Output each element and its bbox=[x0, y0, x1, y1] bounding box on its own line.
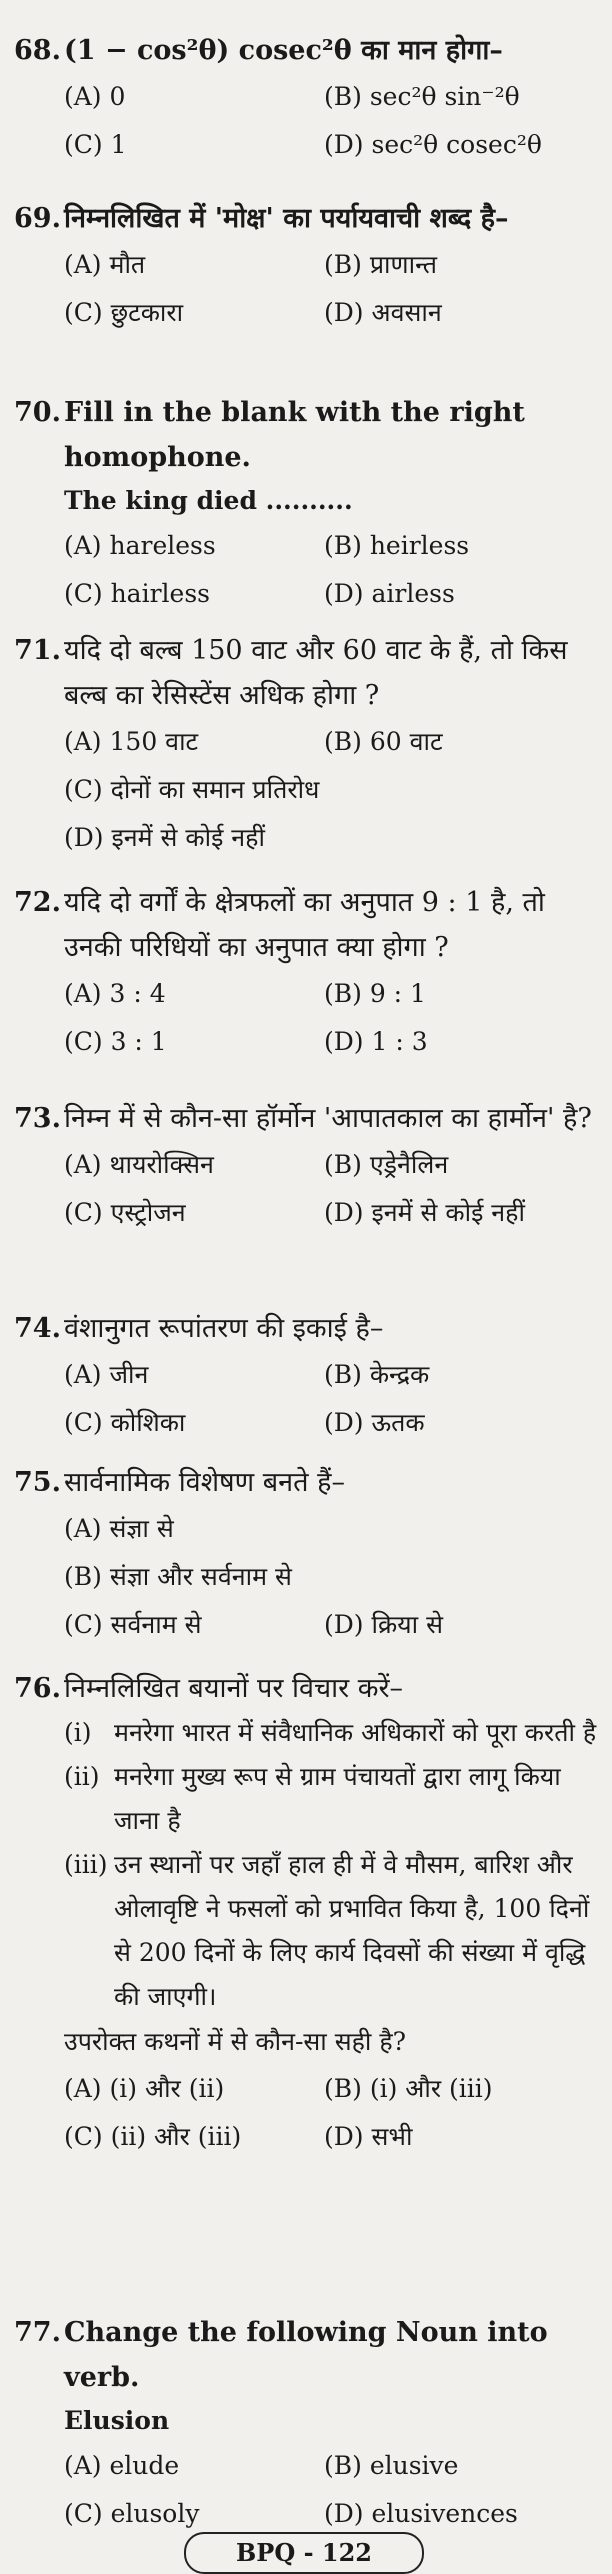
option-b: (B) केन्द्रक bbox=[324, 1360, 430, 1389]
option-d: (D) सभी bbox=[324, 2122, 413, 2151]
question-number: 75. bbox=[14, 1467, 61, 1498]
option-c: (C) elusoly bbox=[64, 2499, 200, 2528]
statement-text: मनरेगा भारत में संवैधानिक अधिकारों को पूरा करती है bbox=[114, 1718, 597, 1747]
page-footer-label: BPQ - 122 bbox=[184, 2532, 424, 2574]
option-b: (B) 9 : 1 bbox=[324, 979, 426, 1008]
statement-ii bbox=[14, 1755, 604, 1843]
question-number: 71. bbox=[14, 635, 61, 666]
option-c: (C) 1 bbox=[64, 130, 127, 159]
question-text: सार्वनामिक विशेषण बनते हैं– bbox=[64, 1467, 345, 1498]
option-b: (B) संज्ञा और सर्वनाम से bbox=[64, 1562, 292, 1591]
question-number: 77. bbox=[14, 2317, 61, 2348]
question-subtext: The king died .......... bbox=[64, 486, 353, 515]
question-text: निम्न में से कौन-सा हॉर्मोन 'आपातकाल का हार्मोन' है? bbox=[64, 1103, 592, 1134]
option-a: (A) संज्ञा से bbox=[64, 1514, 174, 1543]
question-70 bbox=[14, 390, 604, 618]
question-68 bbox=[14, 28, 604, 169]
option-b: (B) एड्रेनैलिन bbox=[324, 1150, 449, 1179]
question-text: वंशानुगत रूपांतरण की इकाई है– bbox=[64, 1313, 384, 1344]
question-subtext: Elusion bbox=[64, 2406, 170, 2435]
statement-number: (i) bbox=[64, 1718, 92, 1747]
question-number: 74. bbox=[14, 1313, 61, 1344]
question-77 bbox=[14, 2310, 604, 2538]
option-b: (B) (i) और (iii) bbox=[324, 2074, 493, 2103]
option-d: (D) elusivences bbox=[324, 2499, 518, 2528]
option-d: (D) airless bbox=[324, 579, 455, 608]
question-69 bbox=[14, 196, 604, 337]
option-b: (B) sec²θ sin⁻²θ bbox=[324, 82, 520, 111]
question-number: 72. bbox=[14, 887, 61, 918]
option-c: (C) छुटकारा bbox=[64, 298, 184, 327]
question-text: यदि दो बल्ब 150 वाट और 60 वाट के हैं, तो किस बल्ब का रेसिस्टेंस अधिक होगा ? bbox=[64, 635, 568, 711]
option-c: (C) 3 : 1 bbox=[64, 1027, 167, 1056]
question-text: निम्नलिखित बयानों पर विचार करें– bbox=[64, 1673, 404, 1704]
option-d: (D) sec²θ cosec²θ bbox=[324, 130, 542, 159]
option-d: (D) क्रिया से bbox=[324, 1610, 443, 1639]
option-a: (A) elude bbox=[64, 2451, 180, 2480]
option-d: (D) इनमें से कोई नहीं bbox=[64, 823, 265, 852]
option-b: (B) heirless bbox=[324, 531, 470, 560]
question-prompt: उपरोक्त कथनों में से कौन-सा सही है? bbox=[64, 2027, 407, 2056]
question-73 bbox=[14, 1096, 604, 1237]
question-72 bbox=[14, 880, 604, 1066]
question-number: 76. bbox=[14, 1673, 61, 1704]
question-text: Fill in the blank with the right homophone. bbox=[64, 397, 525, 473]
option-a: (A) (i) और (ii) bbox=[64, 2074, 225, 2103]
question-75 bbox=[14, 1460, 604, 1649]
option-b: (B) 60 वाट bbox=[324, 727, 443, 756]
statement-text: उन स्थानों पर जहाँ हाल ही में वे मौसम, बारिश और ओलावृष्टि ने फसलों को प्रभावित किया है, 100 दिनों से 200 दिनों के लिए कार्य दिवसों की संख्या में वृद्धि की जाएगी। bbox=[114, 1850, 590, 2011]
option-d: (D) इनमें से कोई नहीं bbox=[324, 1198, 525, 1227]
question-number: 69. bbox=[14, 203, 61, 234]
question-number: 68. bbox=[14, 35, 61, 66]
question-number: 73. bbox=[14, 1103, 61, 1134]
option-c: (C) (ii) और (iii) bbox=[64, 2122, 242, 2151]
option-a: (A) थायरोक्सिन bbox=[64, 1150, 214, 1179]
option-a: (A) जीन bbox=[64, 1360, 149, 1389]
option-a: (A) 0 bbox=[64, 82, 126, 111]
statement-iii bbox=[14, 1843, 604, 2019]
question-text: यदि दो वर्गों के क्षेत्रफलों का अनुपात 9 : 1 है, तो उनकी परिधियों का अनुपात क्या होगा ? bbox=[64, 887, 545, 963]
option-c: (C) कोशिका bbox=[64, 1408, 186, 1437]
option-b: (B) प्राणान्त bbox=[324, 250, 438, 279]
question-76 bbox=[14, 1666, 604, 2161]
statement-number: (iii) bbox=[64, 1850, 108, 1879]
statement-i bbox=[14, 1711, 604, 1755]
statement-number: (ii) bbox=[64, 1762, 100, 1791]
option-c: (C) एस्ट्रोजन bbox=[64, 1198, 186, 1227]
question-text: (1 − cos²θ) cosec²θ का मान होगा– bbox=[64, 35, 503, 66]
option-c: (C) hairless bbox=[64, 579, 210, 608]
option-a: (A) hareless bbox=[64, 531, 216, 560]
question-71 bbox=[14, 628, 604, 862]
option-a: (A) मौत bbox=[64, 250, 146, 279]
statement-text: मनरेगा मुख्य रूप से ग्राम पंचायतों द्वारा लागू किया जाना है bbox=[114, 1762, 561, 1835]
option-a: (A) 3 : 4 bbox=[64, 979, 166, 1008]
option-b: (B) elusive bbox=[324, 2451, 459, 2480]
question-number: 70. bbox=[14, 397, 61, 428]
option-d: (D) ऊतक bbox=[324, 1408, 425, 1437]
question-text: निम्नलिखित में 'मोक्ष' का पर्यायवाची शब्द है– bbox=[64, 203, 509, 234]
option-c: (C) दोनों का समान प्रतिरोध bbox=[64, 775, 320, 804]
option-c: (C) सर्वनाम से bbox=[64, 1610, 202, 1639]
option-d: (D) 1 : 3 bbox=[324, 1027, 428, 1056]
question-text: Change the following Noun into verb. bbox=[64, 2317, 548, 2393]
option-a: (A) 150 वाट bbox=[64, 727, 199, 756]
question-74 bbox=[14, 1306, 604, 1447]
option-d: (D) अवसान bbox=[324, 298, 442, 327]
